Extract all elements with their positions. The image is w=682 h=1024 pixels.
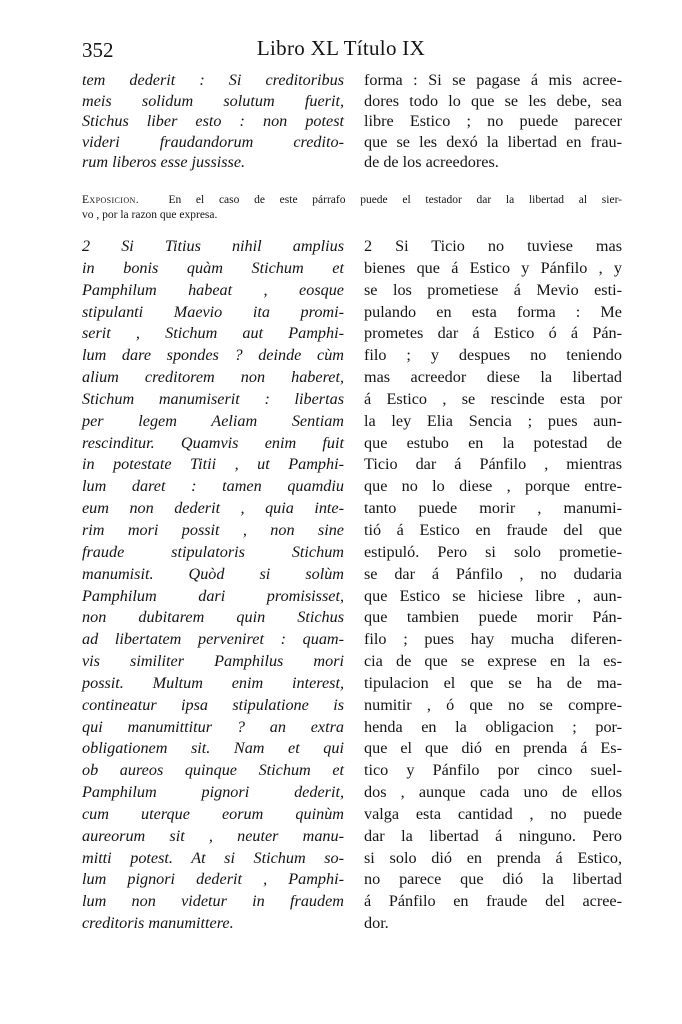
exposition-text-1: En el caso de este párrafo puede el testador dar la libertad al sier-	[168, 194, 623, 206]
text-line: lum pignori dederit , Pamphi-	[82, 870, 344, 889]
text-line: prometes dar á Estico ó á Pán-	[364, 324, 622, 343]
text-line: Pamphilum habeat , eosque	[82, 280, 344, 299]
text-line: se los prometiese á Mevio esti-	[364, 280, 622, 299]
text-line: que Estico se hiciese libre , aun-	[364, 586, 622, 605]
text-line: mitti potest. At si Stichum so-	[82, 848, 344, 867]
text-line: ob aureos quinque Stichum et	[82, 761, 344, 780]
text-line: fraude stipulatoris Stichum	[82, 542, 344, 561]
text-line: Pamphilum dari promisisset,	[82, 586, 344, 605]
text-line: se dar á Pánfilo , no dudaria	[364, 564, 622, 583]
text-line: Ticio dar á Pánfilo , mientras	[364, 455, 622, 474]
text-line: estipuló. Pero si solo prometie-	[364, 542, 622, 561]
text-line: dores todo lo que se les debe, sea	[364, 91, 622, 110]
text-line: cia de que se exprese en la es-	[364, 652, 622, 671]
text-line: tió á Estico en fraude del que	[364, 520, 622, 539]
text-line: tanto puede morir , manumi-	[364, 499, 622, 518]
text-line: ad libertatem perveniret : quam-	[82, 630, 344, 649]
text-line: in bonis quàm Stichum et	[82, 258, 344, 277]
text-line: no parece que dió la libertad	[364, 870, 622, 889]
main-spanish-column	[364, 236, 622, 935]
text-line: eum non dederit , quia inte-	[82, 499, 344, 518]
text-line: possit. Multum enim interest,	[82, 673, 344, 692]
text-line: videri fraudandorum credito-	[82, 132, 344, 151]
text-line: de de los acreedores.	[364, 153, 499, 171]
text-line: in potestate Titii , ut Pamphi-	[82, 455, 344, 474]
text-line: valga esta cantidad , no puede	[364, 804, 622, 823]
text-line: obligationem sit. Nam et qui	[82, 739, 344, 758]
text-line: dos , aunque cada uno de ellos	[364, 783, 622, 802]
text-line: Stichum manumiserit : libertas	[82, 389, 344, 408]
text-line: libre Estico ; no puede parecer	[364, 112, 622, 130]
text-line: serit , Stichum aut Pamphi-	[82, 324, 344, 343]
text-line: que se les dexó la libertad en frau-	[364, 132, 622, 151]
exposition-line-1	[82, 193, 622, 208]
text-line: á Pánfilo en fraude del acree-	[364, 892, 622, 911]
text-line: vis similiter Pamphilus mori	[82, 652, 344, 671]
text-line: filo ; y despues no teniendo	[364, 346, 622, 365]
text-line: dor.	[364, 914, 389, 933]
text-line: filo ; pues hay mucha diferen-	[364, 630, 622, 649]
main-latin-column	[82, 236, 344, 935]
text-line: que tambien puede morir Pán-	[364, 608, 622, 627]
text-line: henda en la obligacion ; por-	[364, 717, 622, 736]
text-line: rim mori possit , non sine	[82, 520, 344, 539]
text-line: per legem Aeliam Sentiam	[82, 411, 344, 430]
text-line: tem dederit : Si creditoribus	[82, 71, 344, 89]
text-line: Pamphilum pignori dederit,	[82, 783, 344, 802]
text-line: stipulanti Maevio ita promi-	[82, 302, 344, 321]
text-line: lum daret : tamen quamdiu	[82, 477, 344, 496]
text-line: mas acreedor diese la libertad	[364, 368, 622, 387]
text-line: non dubitarem quin Stichus	[82, 608, 344, 627]
text-line: que no lo diese , porque entre-	[364, 477, 622, 496]
text-line: lum dare spondes ? deinde cùm	[82, 346, 344, 365]
text-line: lum non videtur in fraudem	[82, 892, 344, 911]
text-line: Stichus liber esto : non potest	[82, 112, 344, 130]
text-line: cum uterque eorum quinùm	[82, 804, 344, 823]
text-line: aureorum sit , neuter manu-	[82, 826, 344, 845]
text-line: qui manumittitur ? an extra	[82, 717, 344, 736]
running-head: Libro XL Título IX	[256, 36, 426, 60]
page-number: 352	[82, 38, 114, 62]
text-line: tipulacion el que se ha de ma-	[364, 673, 622, 692]
text-line: contineatur ipsa stipulatione is	[82, 695, 344, 714]
exposition-note	[82, 193, 622, 223]
text-line: á Estico , se rescinde esta por	[364, 389, 622, 408]
text-line: pulando en esta forma : Me	[364, 302, 622, 321]
top-spanish-column	[364, 70, 622, 173]
text-line: forma : Si se pagase á mis acree-	[364, 71, 622, 89]
text-line: creditoris manumittere.	[82, 914, 234, 933]
exposition-line-2: vo , por la razon que expresa.	[82, 209, 218, 221]
text-line: la ley Elia Sencia ; pues aun-	[364, 411, 622, 430]
text-line: alium creditorem non haberet,	[82, 368, 344, 387]
text-line: 2 Si Titius nihil amplius	[82, 237, 344, 255]
text-line: dar la libertad á ninguno. Pero	[364, 826, 622, 845]
text-line: rescinditur. Quamvis enim fuit	[82, 433, 344, 452]
text-line: rum liberos esse jussisse.	[82, 153, 246, 171]
text-line: si solo dió en prenda á Estico,	[364, 848, 622, 867]
text-line: tico y Pánfilo por cinco suel-	[364, 761, 622, 780]
text-line: manumisit. Quòd si solùm	[82, 564, 344, 583]
text-line: que el que dió en prenda á Es-	[364, 739, 622, 758]
top-latin-column	[82, 70, 344, 173]
text-line: numitir , ó que no se compre-	[364, 695, 622, 714]
text-line: 2 Si Ticio no tuviese mas	[364, 237, 622, 255]
text-line: que estubo en la potestad de	[364, 433, 622, 452]
text-line: bienes que á Estico y Pánfilo , y	[364, 258, 622, 277]
text-line: meis solidum solutum fuerit,	[82, 91, 344, 110]
exposition-label: Exposicion.	[82, 194, 139, 206]
